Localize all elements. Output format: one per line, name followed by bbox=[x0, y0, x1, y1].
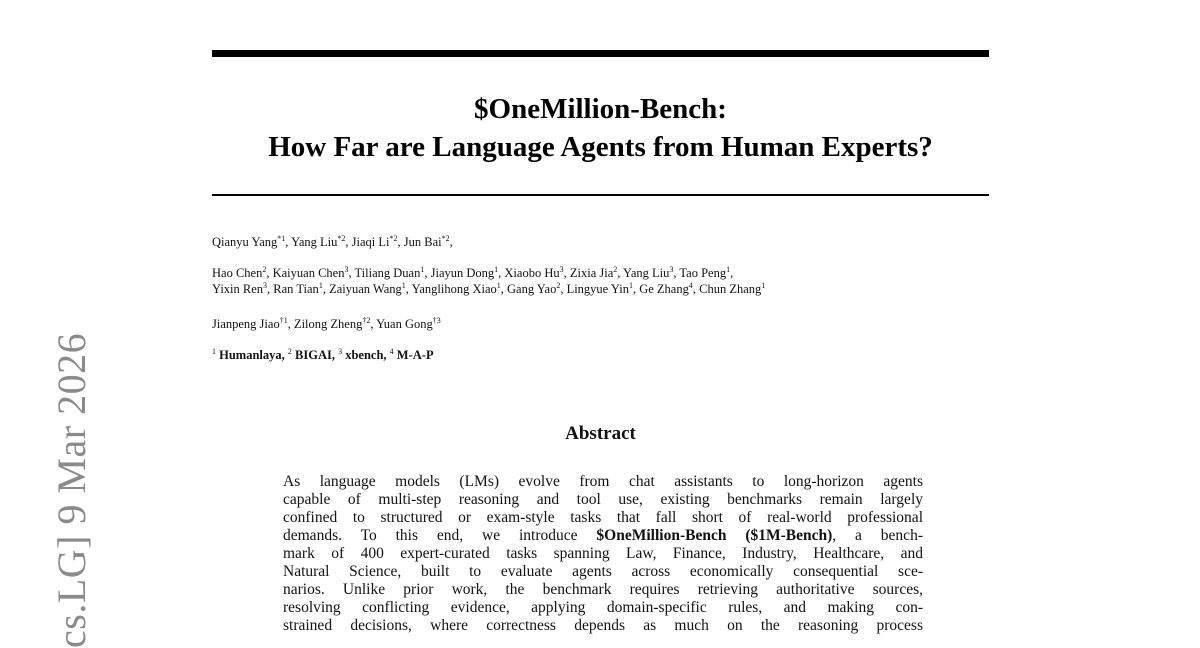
abstract-line bbox=[283, 617, 923, 635]
abstract-line bbox=[283, 545, 923, 563]
affiliation-name: xbench bbox=[345, 348, 384, 362]
abstract-text: confined to structured or exam-style tasks that fall short of real-world professional bbox=[283, 509, 923, 526]
author-affiliation-mark: 3 bbox=[669, 264, 674, 274]
author-name: Jianpeng Jiao bbox=[212, 317, 280, 331]
abstract-text: Natural Science, built to evaluate agents across economically consequential sce- bbox=[283, 563, 923, 580]
author-affiliation-mark: *2 bbox=[441, 233, 450, 243]
author-name: Xiaobo Hu bbox=[504, 266, 560, 280]
affiliation-list: $^1$ Humanlaya, $^2$ BIGAI, $^3$ xbench, $^4$ M-A-P bbox=[212, 346, 434, 362]
author-affiliation-mark: 2 bbox=[556, 280, 561, 290]
author-name: Yang Liu bbox=[291, 235, 338, 249]
affiliation-number: 1 bbox=[212, 346, 216, 356]
affiliation-number: 3 bbox=[338, 346, 343, 356]
abstract-text: As language models (LMs) evolve from chat assistants to long-horizon agents bbox=[283, 473, 923, 490]
affiliation-name: Humanlaya bbox=[219, 348, 282, 362]
author-affiliation-mark: 1 bbox=[726, 264, 731, 274]
author-name: Zaiyuan Wang bbox=[329, 282, 402, 296]
abstract-text: , a bench- bbox=[832, 527, 923, 544]
author-affiliation-mark: †3 bbox=[432, 315, 441, 325]
paper-title-line-2: How Far are Language Agents from Human Experts? bbox=[268, 131, 933, 163]
abstract-heading: Abstract bbox=[565, 423, 636, 444]
author-affiliation-mark: 1 bbox=[628, 280, 633, 290]
author-affiliation-mark: 1 bbox=[401, 280, 406, 290]
author-name: Jiaqi Li bbox=[351, 235, 390, 249]
author-name: Qianyu Yang bbox=[212, 235, 278, 249]
abstract-text: narios. Unlike prior work, the benchmark requires retrieving authoritative sources, bbox=[283, 581, 923, 598]
paper-title bbox=[212, 90, 989, 166]
author-list-row-2 bbox=[212, 265, 1002, 297]
title-top-rule bbox=[212, 50, 989, 57]
author-affiliation-mark: *1 bbox=[277, 233, 286, 243]
author-list-row-1: Qianyu Yang$^{*1}$, Yang Liu$^{*2}$, Jiaqi Li$^{*2}$, Jun Bai$^{*2}$, bbox=[212, 233, 453, 249]
author-name: Kaiyuan Chen bbox=[272, 266, 345, 280]
author-affiliation-mark: 1 bbox=[496, 280, 501, 290]
author-name: Yanglihong Xiao bbox=[411, 282, 497, 296]
abstract-text: demands. To this end, we introduce bbox=[283, 527, 597, 544]
affiliation-number: 4 bbox=[389, 346, 394, 356]
author-affiliation-mark: 4 bbox=[688, 280, 693, 290]
author-affiliation-mark: 1 bbox=[494, 264, 499, 274]
author-name: Yuan Gong bbox=[376, 317, 433, 331]
abstract-line bbox=[283, 563, 923, 581]
author-name: Yang Liu bbox=[623, 266, 670, 280]
author-name: Chun Zhang bbox=[699, 282, 762, 296]
author-affiliation-mark: 1 bbox=[318, 280, 323, 290]
affiliation-name: BIGAI bbox=[295, 348, 332, 362]
author-affiliation-mark: 2 bbox=[613, 264, 618, 274]
benchmark-name: $OneMillion-Bench ($1M-Bench) bbox=[596, 527, 833, 544]
author-affiliation-mark: 2 bbox=[262, 264, 267, 274]
abstract-line bbox=[283, 527, 923, 545]
abstract-text: capable of multi-step reasoning and tool use, existing benchmarks remain largely bbox=[283, 491, 923, 508]
author-name: Gang Yao bbox=[507, 282, 557, 296]
author-affiliation-mark: 3 bbox=[559, 264, 564, 274]
abstract-text: resolving conflicting evidence, applying domain-specific rules, and making con- bbox=[283, 599, 923, 616]
author-name: Hao Chen bbox=[212, 266, 263, 280]
abstract-body bbox=[283, 473, 923, 635]
author-name: Jun Bai bbox=[403, 235, 442, 249]
affiliation-name: M-A-P bbox=[396, 348, 434, 362]
author-list-row-3: Jianpeng Jiao$^{\dagger 1}$, Zilong Zheng$^{\dagger 2}$, Yuan Gong$^{\dagger 3}$ bbox=[212, 315, 441, 331]
author-affiliation-mark: 3 bbox=[344, 264, 349, 274]
author-affiliation-mark: 3 bbox=[263, 280, 268, 290]
author-affiliation-mark: *2 bbox=[337, 233, 346, 243]
title-bottom-rule bbox=[212, 194, 989, 196]
author-name: Yixin Ren bbox=[212, 282, 264, 296]
abstract-text: strained decisions, where correctness depends as much on the reasoning process bbox=[283, 617, 923, 634]
author-affiliation-mark: 1 bbox=[420, 264, 425, 274]
author-name: Tiliang Duan bbox=[354, 266, 421, 280]
author-list-row-2b: Yixin Ren$^3$, Ran Tian$^1$, Zaiyuan Wang$^1$, Yanglihong Xiao$^1$, Gang Yao$^2$, Lingyue Yin$^1$, Ge Zhang$^4$, Chun Zhang$^1$ bbox=[212, 280, 766, 296]
affiliation-number: 2 bbox=[287, 346, 292, 356]
abstract-text: mark of 400 expert-curated tasks spanning Law, Finance, Industry, Healthcare, and bbox=[283, 545, 923, 562]
paper-title-line-1: $OneMillion-Bench: bbox=[474, 93, 727, 125]
abstract-line bbox=[283, 581, 923, 599]
author-affiliation-mark: †2 bbox=[362, 315, 371, 325]
author-list-row-2a: Hao Chen$^2$, Kaiyuan Chen$^3$, Tiliang Duan$^1$, Jiayun Dong$^1$, Xiaobo Hu$^3$, Zixia Jia$^2$, Yang Liu$^3$, Tao Peng$^1$, bbox=[212, 264, 734, 280]
author-affiliation-mark: *2 bbox=[389, 233, 398, 243]
author-name: Jiayun Dong bbox=[430, 266, 495, 280]
abstract-line bbox=[283, 509, 923, 527]
abstract-line bbox=[283, 473, 923, 491]
author-name: Ran Tian bbox=[273, 282, 319, 296]
abstract-line bbox=[283, 491, 923, 509]
arxiv-side-stamp: cs.LG] 9 Mar 2026 bbox=[49, 332, 94, 648]
author-affiliation-mark: 1 bbox=[761, 280, 766, 290]
author-name: Tao Peng bbox=[679, 266, 727, 280]
author-name: Ge Zhang bbox=[639, 282, 689, 296]
author-name: Zilong Zheng bbox=[293, 317, 363, 331]
abstract-line bbox=[283, 599, 923, 617]
author-name: Lingyue Yin bbox=[566, 282, 629, 296]
author-name: Zixia Jia bbox=[569, 266, 614, 280]
author-affiliation-mark: †1 bbox=[279, 315, 288, 325]
